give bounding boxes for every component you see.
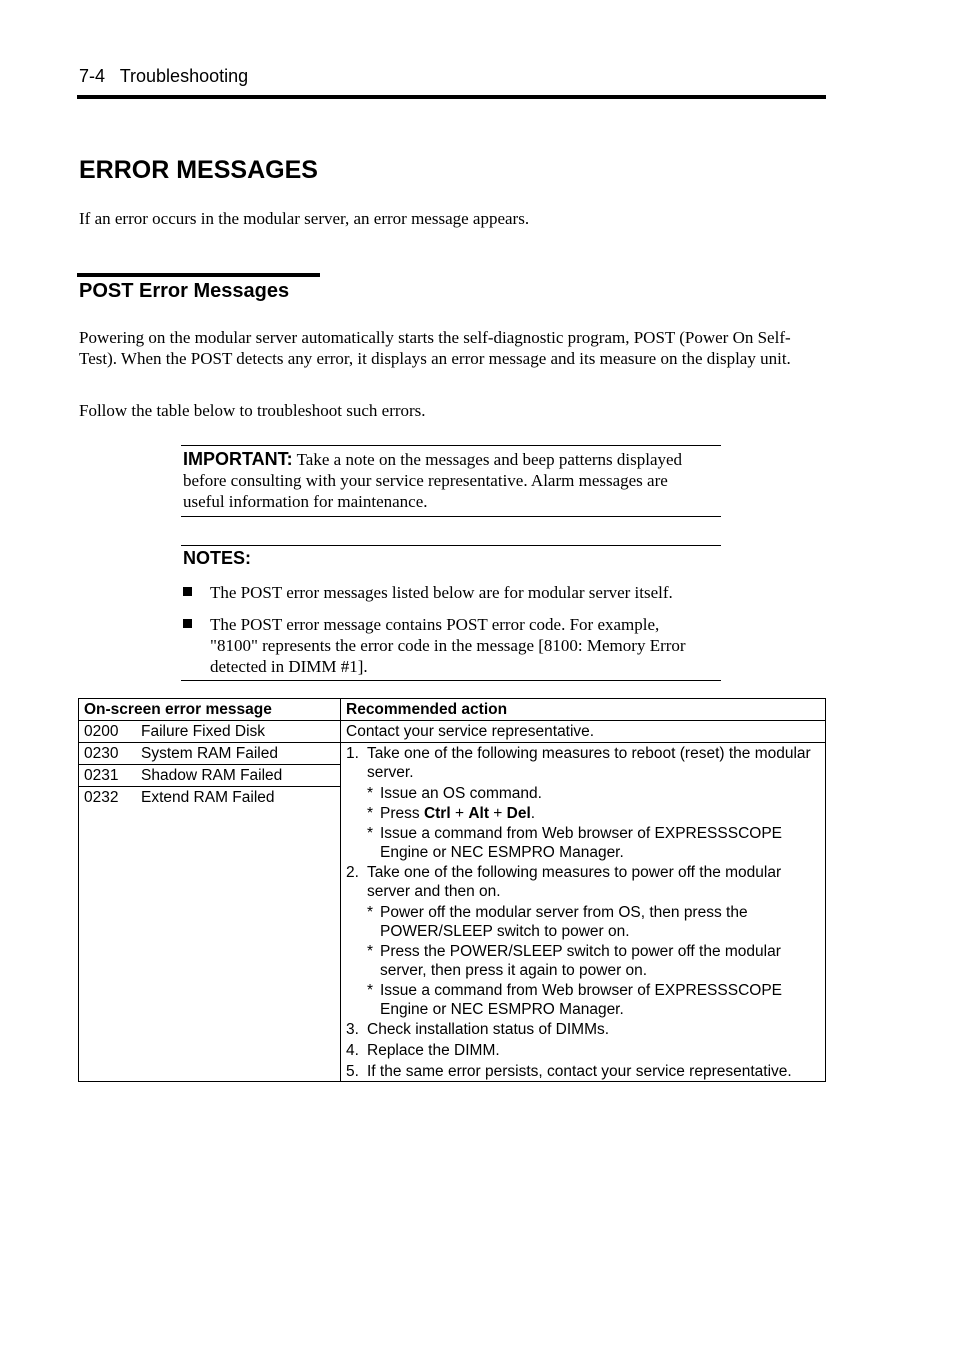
substep-text <box>380 805 535 822</box>
error-message: Extend RAM Failed <box>141 789 275 806</box>
error-message-cell <box>79 787 341 1082</box>
section-title: POST Error Messages <box>79 280 290 302</box>
step-number: 3. <box>346 1021 359 1038</box>
action-cell <box>341 743 826 1082</box>
substep-text: Press the POWER/SLEEP switch to power off the modular server, then press it again to power on. <box>380 943 781 979</box>
important-bottom-rule <box>181 516 721 517</box>
asterisk-marker: * <box>367 825 374 842</box>
plus-sign: + <box>488 805 507 822</box>
action-substep <box>346 824 820 862</box>
substep-text: Issue an OS command. <box>380 785 542 802</box>
step-number: 1. <box>346 745 359 762</box>
error-code: 0200 <box>84 723 119 740</box>
press-prefix: Press <box>380 805 424 822</box>
asterisk-marker: * <box>367 982 374 999</box>
action-step <box>346 863 820 901</box>
substep-text: Issue a command from Web browser of EXPRESSSCOPE Engine or NEC ESMPRO Manager. <box>380 825 783 861</box>
key-alt: Alt <box>468 805 489 822</box>
error-message: Failure Fixed Disk <box>141 723 266 740</box>
notes-top-rule <box>181 545 721 546</box>
step-text: Replace the DIMM. <box>367 1042 500 1059</box>
error-message: System RAM Failed <box>141 745 278 762</box>
plus-sign: + <box>450 805 469 822</box>
notes-bottom-rule <box>181 680 721 681</box>
page-title: ERROR MESSAGES <box>79 156 318 184</box>
running-header <box>79 66 248 87</box>
step-number: 5. <box>346 1063 359 1080</box>
note-text: The POST error message contains POST error code. For example, "8100" represents the error code in the message [8100: Memory Error detected in DIMM #1]. <box>210 615 686 676</box>
intro-text: If an error occurs in the modular server, an error message appears. <box>79 209 530 228</box>
square-bullet-icon <box>183 619 192 628</box>
step-text: Take one of the following measures to reboot (reset) the modular server. <box>367 745 811 781</box>
square-bullet-icon <box>183 587 192 596</box>
error-message: Shadow RAM Failed <box>141 767 283 784</box>
action-step <box>346 1041 820 1060</box>
note-text: The POST error messages listed below are for modular server itself. <box>210 583 673 602</box>
note-item <box>183 614 708 677</box>
error-code: 0231 <box>84 767 119 784</box>
section-paragraph-1: Powering on the modular server automatically starts the self-diagnostic program, POST (Power On Self-Test). When the POST detects any error, it displays an error message and its measure on the display unit. <box>79 328 791 368</box>
column-header: On-screen error message <box>79 699 341 721</box>
period: . <box>530 805 536 822</box>
step-number: 2. <box>346 864 359 881</box>
step-number: 4. <box>346 1042 359 1059</box>
action-cell: Contact your service representative. <box>341 721 826 743</box>
section-paragraph-2: Follow the table below to troubleshoot such errors. <box>79 401 426 420</box>
asterisk-marker: * <box>367 904 374 921</box>
action-step <box>346 1020 820 1039</box>
section-rule <box>77 273 320 277</box>
action-substep <box>346 784 820 803</box>
asterisk-marker: * <box>367 943 374 960</box>
error-table <box>78 698 826 1082</box>
action-substep <box>346 981 820 1019</box>
action-step <box>346 744 820 782</box>
header-rule <box>77 95 826 99</box>
table-header-row <box>79 699 826 721</box>
step-text: Take one of the following measures to power off the modular server and then on. <box>367 864 782 900</box>
important-top-rule <box>181 445 721 446</box>
notes-label: NOTES: <box>183 548 252 568</box>
action-substep <box>346 942 820 980</box>
key-del: Del <box>506 805 531 822</box>
important-text: Take a note on the messages and beep patterns displayed before consulting with your service representative. Alarm messages are useful information for maintenance. <box>183 450 683 511</box>
note-item <box>183 582 708 603</box>
page-number: 7-4 <box>79 66 106 86</box>
key-ctrl: Ctrl <box>423 805 451 822</box>
substep-text: Power off the modular server from OS, then press the POWER/SLEEP switch to power on. <box>380 904 748 940</box>
important-label: IMPORTANT: <box>183 449 293 469</box>
error-code: 0230 <box>84 745 119 762</box>
error-message-cell <box>79 721 341 743</box>
important-box <box>183 449 713 512</box>
substep-text: Issue a command from Web browser of EXPRESSSCOPE Engine or NEC ESMPRO Manager. <box>380 982 783 1018</box>
table-row <box>79 721 826 743</box>
error-code: 0232 <box>84 789 119 806</box>
chapter-title: Troubleshooting <box>119 66 249 86</box>
table-row <box>79 743 826 765</box>
step-text: If the same error persists, contact your service representative. <box>367 1063 792 1080</box>
column-header: Recommended action <box>341 699 826 721</box>
error-message-cell <box>79 765 341 787</box>
step-text: Check installation status of DIMMs. <box>367 1021 610 1038</box>
action-step <box>346 1062 820 1081</box>
action-substep <box>346 903 820 941</box>
action-substep <box>346 804 820 823</box>
asterisk-marker: * <box>367 805 374 822</box>
asterisk-marker: * <box>367 785 374 802</box>
error-message-cell <box>79 743 341 765</box>
